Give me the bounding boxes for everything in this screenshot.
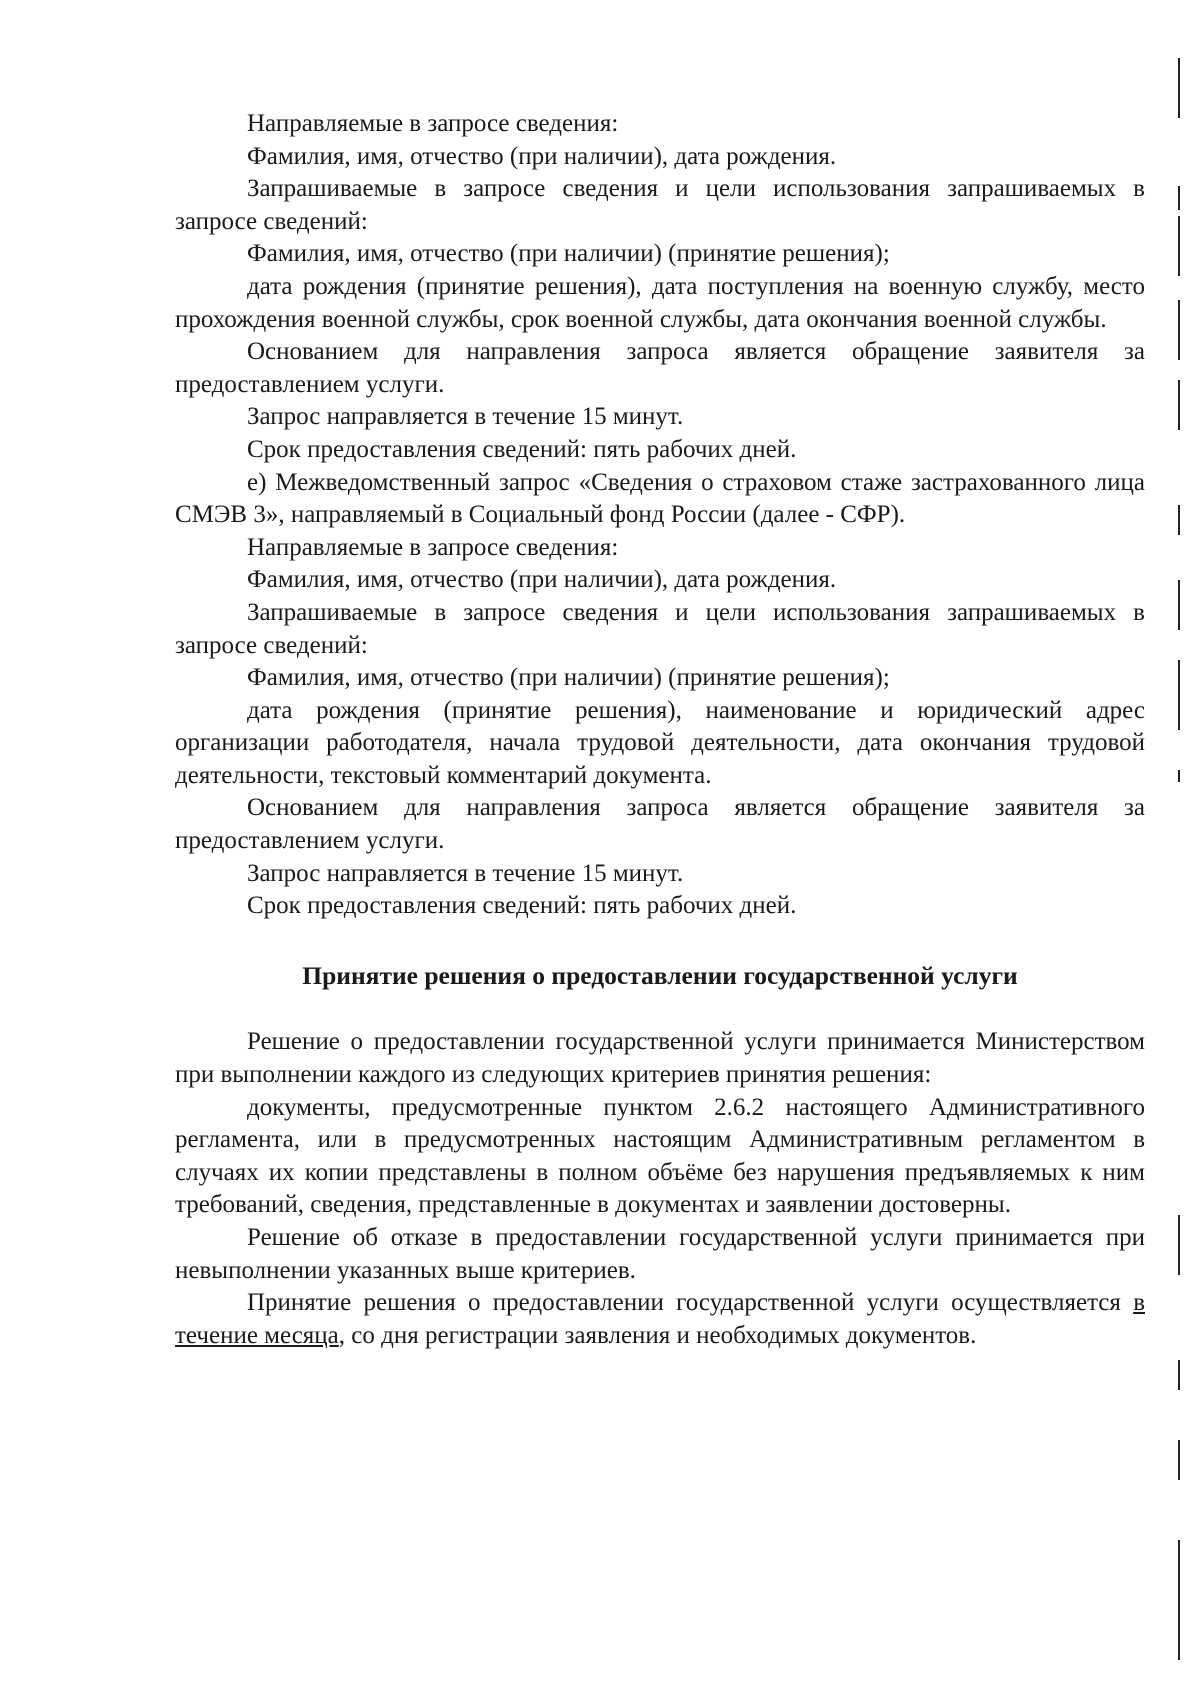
final-paragraph-start: Принятие решения о предоставлении государственной услуги осуществляется: [247, 1289, 1134, 1317]
section-heading: Принятие решения о предоставлении государственной услуги: [302, 960, 1018, 990]
paragraph: дата рождения (принятие решения), дата поступления на военную службу, место прохождения военной службы, срок военной службы, дата окончания военной службы.: [175, 272, 1145, 333]
paragraph: Фамилия, имя, отчество (при наличии) (принятие решения);: [247, 664, 890, 692]
document-body: [175, 108, 1145, 1352]
paragraph: Срок предоставления сведений: пять рабочих дней.: [247, 892, 797, 920]
paragraph: Основанием для направления запроса является обращение заявителя за предоставлением услуги.: [175, 794, 1145, 855]
paragraph: дата рождения (принятие решения), наименование и юридический адрес организации работодателя, начала трудовой деятельности, дата окончания трудовой деятельности, текстовый комментарий документа.: [175, 696, 1145, 789]
paragraph: Фамилия, имя, отчество (при наличии) (принятие решения);: [247, 240, 890, 268]
paragraph: Срок предоставления сведений: пять рабочих дней.: [247, 435, 797, 463]
paragraph: Направляемые в запросе сведения:: [247, 110, 619, 137]
paragraph: Фамилия, имя, отчество (при наличии), дата рождения.: [247, 142, 837, 170]
scan-edge-mark: [1178, 186, 1180, 210]
scan-edge-mark: [1178, 216, 1180, 276]
underlined-term: в течение месяца: [175, 1289, 1145, 1349]
paragraph: Основанием для направления запроса является обращение заявителя за предоставлением услуги.: [175, 338, 1145, 398]
scan-edge-mark: [1178, 300, 1180, 360]
final-paragraph-end: , со дня регистрации заявления и необходимых документов.: [338, 1321, 977, 1349]
paragraph: Запрашиваемые в запросе сведения и цели использования запрашиваемых в запросе сведений:: [175, 175, 1145, 235]
paragraph: Направляемые в запросе сведения:: [247, 533, 619, 561]
scan-edge-mark: [1178, 1540, 1180, 1660]
scan-edge-mark: [1178, 380, 1180, 430]
scan-edge-mark: [1178, 660, 1180, 730]
paragraph: документы, предусмотренные пунктом 2.6.2 настоящего Административного регламента, или в предусмотренных настоящим Административным регламентом в случаях их копии представлены в полном объёме без нарушения предъявляемых к ним требований, сведения, представленные в документах и заявлении достоверны.: [175, 1093, 1145, 1219]
final-paragraph: [175, 1287, 1145, 1352]
paragraph: Запрашиваемые в запросе сведения и цели использования запрашиваемых в запросе сведений:: [175, 598, 1145, 659]
scan-edge-mark: [1178, 1440, 1180, 1480]
paragraph: е) Межведомственный запрос «Сведения о страховом стаже застрахованного лица СМЭВ 3», направляемый в Социальный фонд России (далее - СФР).: [175, 468, 1145, 529]
scan-edge-mark: [1178, 58, 1180, 118]
scan-edge-mark: [1178, 580, 1180, 630]
paragraph: Решение о предоставлении государственной услуги принимается Министерством при выполнении каждого из следующих критериев принятия решения:: [175, 1028, 1145, 1089]
scan-edge-mark: [1178, 1360, 1180, 1390]
scan-edge-mark: [1178, 770, 1180, 782]
paragraph: Фамилия, имя, отчество (при наличии), дата рождения.: [247, 566, 837, 594]
paragraph: Запрос направляется в течение 15 минут.: [247, 403, 684, 431]
scan-edge-mark: [1178, 1215, 1180, 1275]
paragraph: Решение об отказе в предоставлении государственной услуги принимается при невыполнении указанных выше критериев.: [175, 1224, 1145, 1284]
paragraph: Запрос направляется в течение 15 минут.: [247, 859, 684, 887]
scan-edge-mark: [1178, 505, 1180, 535]
